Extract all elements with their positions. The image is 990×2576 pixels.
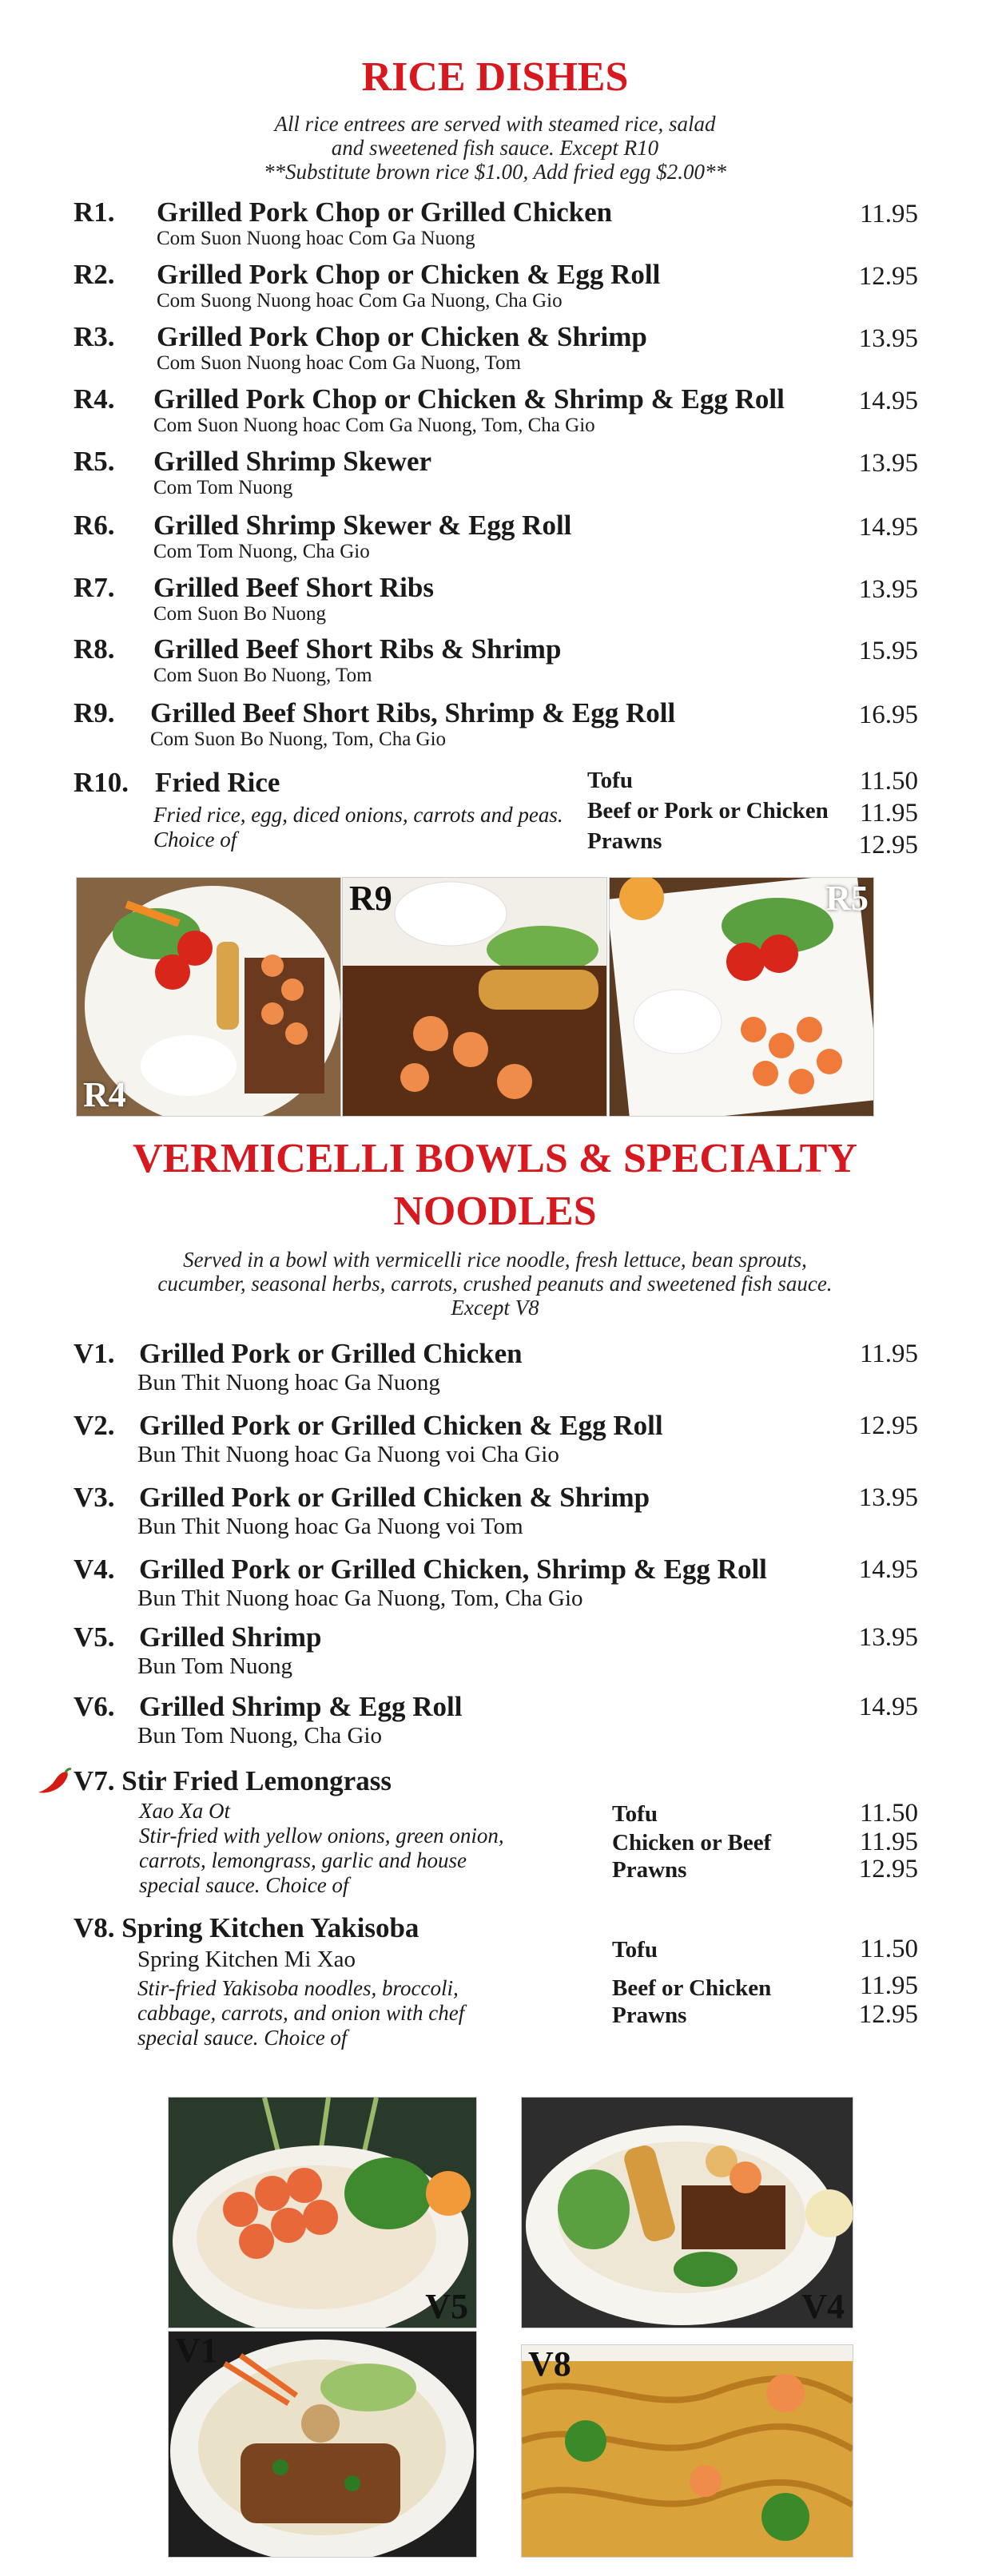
rice-intro: [0, 112, 990, 184]
menu-item-r4[interactable]: [0, 383, 990, 447]
item-name: Fried Rice: [155, 767, 280, 798]
vermicelli-intro-line: Served in a bowl with vermicelli rice noodle, fresh lettuce, bean sprouts,: [183, 1248, 807, 1272]
description-line: special sauce. Choice of: [137, 2026, 348, 2050]
item-price: 13.95: [858, 1623, 918, 1652]
menu-item-v2[interactable]: [0, 1410, 990, 1474]
description-line: carrots, lemongrass, garlic and house: [139, 1848, 467, 1872]
item-name: Grilled Beef Short Ribs & Shrimp: [153, 633, 562, 665]
rice-intro-line: and sweetened fish sauce. Except R10: [331, 136, 659, 160]
item-name: V7. Stir Fried Lemongrass: [74, 1765, 392, 1796]
item-subtitle: Bun Thit Nuong hoac Ga Nuong: [137, 1370, 440, 1395]
item-price: 11.95: [859, 1340, 918, 1368]
title-line: VERMICELLI BOWLS & SPECIALTY: [133, 1136, 857, 1181]
item-subtitle: Bun Thit Nuong hoac Ga Nuong voi Cha Gio: [137, 1442, 559, 1467]
description-line: Stir-fried Yakisoba noodles, broccoli,: [137, 1976, 459, 2000]
item-price: 15.95: [858, 637, 918, 665]
item-name: Grilled Pork or Grilled Chicken, Shrimp & Egg Roll: [139, 1554, 767, 1585]
photo-v4: [521, 2097, 853, 2328]
item-code: V2.: [74, 1410, 115, 1441]
menu-item-r5[interactable]: [0, 446, 990, 510]
item-price: 11.95: [859, 200, 918, 228]
item-price: 13.95: [858, 1483, 918, 1512]
item-name: Grilled Shrimp Skewer & Egg Roll: [153, 510, 572, 541]
item-code: R7.: [74, 572, 115, 603]
item-code: R9.: [74, 697, 115, 728]
item-code: R6.: [74, 510, 115, 541]
item-code: R3.: [74, 321, 115, 352]
item-code: R8.: [74, 633, 115, 665]
vermicelli-intro-line: cucumber, seasonal herbs, carrots, crushed peanuts and sweetened fish sauce.: [157, 1272, 833, 1296]
item-name: Grilled Pork Chop or Grilled Chicken: [157, 196, 613, 228]
menu-item-r6[interactable]: [0, 510, 990, 574]
item-name: Grilled Pork Chop or Chicken & Egg Roll: [157, 259, 661, 290]
item-code: R5.: [74, 446, 115, 477]
option-label: Tofu: [612, 1937, 658, 1963]
item-subtitle: Com Tom Nuong, Cha Gio: [153, 541, 370, 562]
item-subtitle: Com Suon Nuong hoac Com Ga Nuong, Tom: [157, 352, 522, 374]
option-label: Chicken or Beef: [612, 1830, 772, 1856]
item-code: V6.: [74, 1691, 115, 1722]
item-subtitle: Com Suon Nuong hoac Com Ga Nuong: [157, 228, 475, 249]
item-price: 14.95: [858, 1693, 918, 1721]
option-price: 11.50: [859, 1935, 918, 1963]
menu-item-r2[interactable]: [0, 259, 990, 323]
description-line: Choice of: [153, 828, 237, 851]
option-label: Prawns: [612, 1857, 687, 1883]
photo-label: V1: [175, 2331, 218, 2370]
item-subtitle: Com Suong Nuong hoac Com Ga Nuong, Cha Gio: [157, 290, 563, 312]
item-name: V8. Spring Kitchen Yakisoba: [74, 1912, 419, 1943]
option-price: 11.50: [859, 767, 918, 796]
photo-label: R4: [83, 1075, 126, 1114]
title-line: NOODLES: [393, 1189, 597, 1234]
option-price: 11.95: [859, 799, 918, 828]
menu-item-r1[interactable]: [0, 196, 990, 260]
item-subtitle: Bun Tom Nuong: [137, 1653, 293, 1679]
option-price: 11.95: [859, 1971, 918, 2000]
menu-item-v6[interactable]: [0, 1691, 990, 1755]
vermicelli-section-title: [0, 1133, 990, 1238]
item-price: 12.95: [858, 1411, 918, 1440]
photo-r5: [609, 877, 874, 1117]
menu-item-r3[interactable]: [0, 321, 990, 385]
item-code: V3.: [74, 1482, 115, 1513]
option-label: Beef or Pork or Chicken: [587, 798, 829, 824]
photo-label: V5: [425, 2287, 468, 2326]
item-name: Grilled Pork or Grilled Chicken & Egg Roll: [139, 1410, 663, 1441]
option-label: Tofu: [587, 768, 633, 793]
item-subtitle: Com Suon Bo Nuong, Tom, Cha Gio: [150, 728, 447, 750]
option-price: 11.95: [859, 1828, 918, 1856]
item-price: 14.95: [858, 387, 918, 415]
menu-item-r8[interactable]: [0, 633, 990, 697]
item-description: [153, 803, 563, 852]
description-line: Stir-fried with yellow onions, green onion,: [139, 1824, 504, 1848]
item-subtitle: Spring Kitchen Mi Xao: [137, 1947, 356, 1972]
item-description: [137, 1976, 464, 2050]
item-name: Grilled Pork or Grilled Chicken: [139, 1338, 523, 1369]
item-name: Grilled Pork Chop or Chicken & Shrimp & Egg Roll: [153, 383, 785, 415]
item-subtitle: Com Suon Bo Nuong: [153, 603, 327, 625]
menu-item-v1[interactable]: [0, 1338, 990, 1402]
option-label: Beef or Chicken: [612, 1975, 772, 2001]
description-line: Fried rice, egg, diced onions, carrots and peas.: [153, 803, 563, 827]
photo-r9: [342, 877, 607, 1117]
photo-label: V8: [528, 2344, 571, 2383]
item-code: R10.: [74, 767, 129, 798]
rice-intro-line: **Substitute brown rice $1.00, Add fried egg $2.00**: [264, 160, 726, 184]
item-code: V5.: [74, 1621, 115, 1653]
chili-pepper-icon: [37, 1767, 72, 1796]
vermicelli-intro: [0, 1248, 990, 1320]
option-price: 11.50: [859, 1799, 918, 1828]
item-subtitle: Bun Tom Nuong, Cha Gio: [137, 1723, 382, 1748]
item-subtitle: Com Suon Nuong hoac Com Ga Nuong, Tom, Cha Gio: [153, 415, 595, 436]
item-subtitle: Com Tom Nuong: [153, 477, 293, 498]
photo-v1: [168, 2331, 477, 2558]
option-price: 12.95: [858, 2000, 918, 2029]
photo-v5: [168, 2097, 477, 2328]
menu-item-r9[interactable]: [0, 697, 990, 761]
menu-item-r7[interactable]: [0, 572, 990, 636]
item-code: V1.: [74, 1338, 115, 1369]
item-price: 12.95: [858, 262, 918, 291]
item-price: 14.95: [858, 513, 918, 542]
item-code: R4.: [74, 383, 115, 415]
item-name: Grilled Shrimp Skewer: [153, 446, 432, 477]
item-price: 13.95: [858, 324, 918, 353]
item-subtitle: Bun Thit Nuong hoac Ga Nuong voi Tom: [137, 1514, 523, 1539]
photo-v8: [521, 2344, 853, 2558]
option-label: Prawns: [587, 828, 662, 854]
item-description: [139, 1799, 504, 1898]
item-price: 16.95: [858, 701, 918, 729]
description-line: special sauce. Choice of: [139, 1873, 349, 1897]
menu-item-v7[interactable]: [0, 1765, 990, 1901]
rice-section-title: RICE DISHES: [361, 54, 629, 100]
menu-item-v5[interactable]: [0, 1621, 990, 1685]
menu-item-v8[interactable]: [0, 1912, 990, 2072]
item-name: Grilled Pork or Grilled Chicken & Shrimp: [139, 1482, 650, 1513]
menu-item-v3[interactable]: [0, 1482, 990, 1546]
item-code: R1.: [74, 196, 115, 228]
item-name: Grilled Shrimp & Egg Roll: [139, 1691, 463, 1722]
option-price: 12.95: [858, 831, 918, 859]
item-name: Grilled Beef Short Ribs: [153, 572, 434, 603]
photo-r4: [76, 877, 341, 1117]
photo-label: V4: [801, 2287, 845, 2326]
item-name: Grilled Shrimp: [139, 1621, 322, 1653]
photo-label: R5: [825, 879, 869, 918]
item-code: R2.: [74, 259, 115, 290]
option-label: Tofu: [612, 1801, 658, 1827]
menu-item-r10[interactable]: [0, 767, 990, 867]
item-name: Grilled Pork Chop or Chicken & Shrimp: [157, 321, 647, 352]
noodle-photo-icon: [522, 2345, 853, 2557]
item-name: Grilled Beef Short Ribs, Shrimp & Egg Roll: [150, 697, 676, 728]
option-label: Prawns: [612, 2002, 687, 2028]
option-price: 12.95: [858, 1855, 918, 1883]
item-subtitle: Bun Thit Nuong hoac Ga Nuong, Tom, Cha Gio: [137, 1586, 583, 1611]
menu-item-v4[interactable]: [0, 1554, 990, 1617]
item-subtitle: Com Suon Bo Nuong, Tom: [153, 665, 372, 686]
item-price: 13.95: [858, 575, 918, 604]
item-price: 14.95: [858, 1555, 918, 1584]
vermicelli-intro-line: Except V8: [451, 1296, 539, 1320]
photo-label: R9: [349, 879, 392, 918]
item-subtitle: Xao Xa Ot: [139, 1799, 230, 1823]
item-price: 13.95: [858, 449, 918, 478]
description-line: cabbage, carrots, and onion with chef: [137, 2001, 465, 2025]
rice-intro-line: All rice entrees are served with steamed rice, salad: [274, 112, 716, 136]
item-code: V4.: [74, 1554, 115, 1585]
